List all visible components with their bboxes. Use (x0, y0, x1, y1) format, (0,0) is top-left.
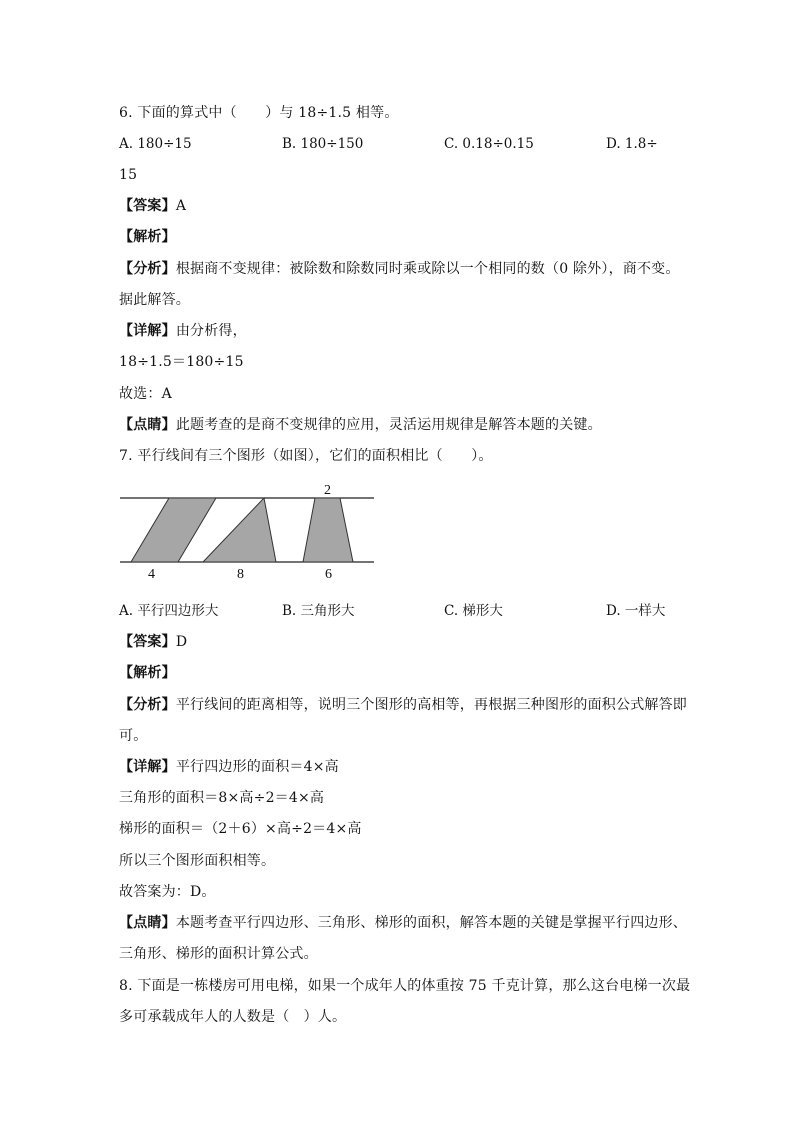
q6-analysis-tag: 【解析】 (119, 229, 176, 245)
q7-choice: 故答案为：D。 (119, 884, 216, 900)
trapezoid-base-label: 6 (325, 567, 332, 582)
q7-analysis-tag: 【解析】 (119, 665, 176, 681)
q6-option-d-wrap: 15 (119, 167, 138, 183)
dianjing-tag: 【点睛】 (119, 417, 176, 433)
q6-option-b: B. 180÷150 (282, 136, 364, 152)
xiangjie-tag: 【详解】 (119, 323, 176, 339)
q6-option-a: A. 180÷15 (119, 136, 192, 152)
q6-option-d: D. 1.8÷ (606, 136, 658, 152)
q7-option-a: A. 平行四边形大 (119, 603, 219, 619)
q7-calc-trapezoid: 梯形的面积＝（2＋6）×高÷2＝4×高 (119, 821, 362, 837)
triangle-shape (203, 498, 276, 562)
q6-choice: 故选：A (119, 386, 172, 402)
q8-stem: 8. 下面是一栋楼房可用电梯，如果一个成年人的体重按 75 千克计算，那么这台电梯一次最 (119, 978, 691, 994)
xiangjie-tag: 【详解】 (119, 759, 176, 775)
fenxi-tag: 【分析】 (119, 261, 176, 277)
q7-xiangjie (119, 757, 339, 777)
dianjing-tag: 【点睛】 (119, 915, 176, 931)
q6-stem: 6. 下面的算式中（ ）与 18÷1.5 相等。 (119, 105, 399, 121)
q8-stem-cont: 多可承载成年人的人数是（ ）人。 (119, 1009, 347, 1025)
fenxi-tag: 【分析】 (119, 697, 176, 713)
q7-option-b: B. 三角形大 (282, 603, 355, 619)
q7-dianjing-cont: 三角形、梯形的面积计算公式。 (119, 946, 318, 962)
dianjing-text: 本题考查平行四边形、三角形、梯形的面积，解答本题的关键是掌握平行四边形、 (175, 915, 688, 931)
answer-tag: 【答案】 (119, 634, 176, 650)
q7-calc-triangle: 三角形的面积＝8×高÷2＝4×高 (119, 790, 325, 806)
q6-fenxi (119, 259, 680, 279)
q6-fenxi-cont: 据此解答。 (119, 292, 190, 308)
q7-option-c: C. 梯形大 (444, 603, 503, 619)
parallelogram-base-label: 4 (148, 567, 155, 582)
q7-stem: 7. 平行线间有三个图形（如图），它们的面积相比（ ）。 (119, 448, 493, 464)
answer-value: A (175, 198, 187, 214)
q7-dianjing (119, 913, 687, 933)
q7-conclusion: 所以三个图形面积相等。 (119, 853, 276, 869)
fenxi-text: 平行线间的距离相等，说明三个图形的高相等，再根据三种图形的面积公式解答即 (175, 697, 688, 713)
parallelogram-shape (131, 498, 216, 562)
xiangjie-text: 由分析得， (175, 323, 247, 339)
answer-value: D (175, 634, 188, 650)
q6-calc: 18÷1.5＝180÷15 (119, 354, 244, 370)
q7-fenxi-cont: 可。 (119, 728, 148, 744)
q6-option-c: C. 0.18÷0.15 (444, 136, 534, 152)
q7-option-d: D. 一样大 (606, 603, 666, 619)
q7-answer (119, 632, 187, 652)
q6-answer (119, 196, 186, 216)
trapezoid-top-label: 2 (324, 483, 331, 498)
answer-tag: 【答案】 (119, 198, 176, 214)
q6-xiangjie (119, 321, 247, 341)
dianjing-text: 此题考查的是商不变规律的应用，灵活运用规律是解答本题的关键。 (175, 417, 602, 433)
q6-dianjing (119, 415, 602, 435)
fenxi-text: 根据商不变规律：被除数和除数同时乘或除以一个相同的数（0 除外），商不变。 (175, 261, 680, 277)
triangle-base-label: 8 (237, 567, 244, 582)
trapezoid-shape (303, 498, 353, 562)
parallel-lines-figure (110, 478, 385, 586)
xiangjie-text: 平行四边形的面积＝4×高 (175, 759, 339, 775)
q7-fenxi (119, 695, 687, 715)
